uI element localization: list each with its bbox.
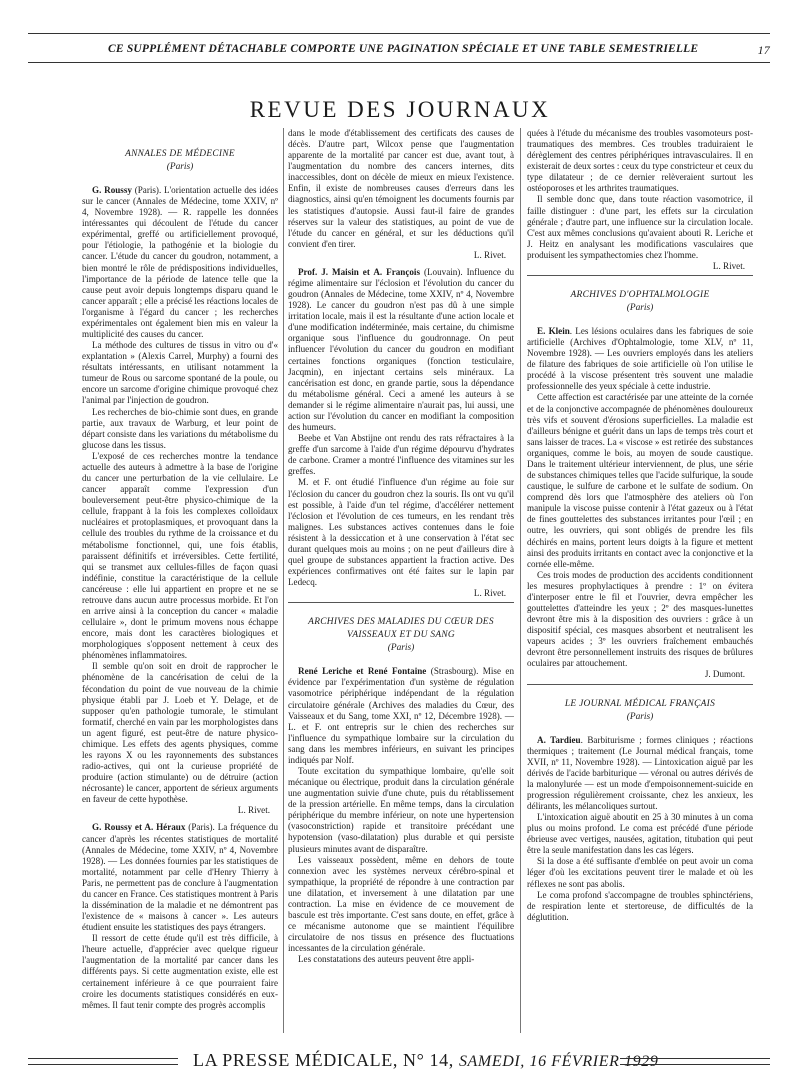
article-signature: L. Rivet.: [237, 805, 270, 816]
paragraph: Les recherches de bio-chimie sont dues, en grande partie, aux travaux de Warburg, et leur point de départ consiste dans les variations du métabolisme du glucose dans les tissus.: [82, 406, 278, 450]
paragraph: quées à l'étude du mécanisme des troubles vasomoteurs post-traumatiques des membres. Ces troubles traduiraient le dérèglement des centres périphériques intravasculaires. Il en existerait de deux sortes : ceux du type constricteur et ceux du type dilatateur ; de ce dernier relèveraient surtout les ostéoporoses et les arthrites traumatiques.: [527, 128, 753, 194]
paragraph: Beebe et Van Abstijne ont rendu des rats réfractaires à la greffe d'un sarcome à l'aide d'un régime dépourvu d'hydrates de carbone. Cramer a montré l'influence des vitamines sur les greffes.: [288, 433, 514, 477]
header-text: CE SUPPLÉMENT DÉTACHABLE COMPORTE UNE PAGINATION SPÉCIALE ET UNE TABLE SEMESTRIELLE: [108, 43, 699, 55]
section-city: (Paris): [387, 643, 415, 654]
footer-date: SAMEDI, 16 FÉVRIER 1929: [458, 1053, 659, 1070]
article-roussy-heraux: G. Roussy et A. Héraux (Paris). La fréquence du cancer d'après les récentes statistiques de mortalité (Annales de Médecine, tome XXIV, nº 4, Novembre 1928). — Les données fournies par les statistiques de mortalité, notamment par celle d'Henry Thierry à Paris, ne permettent pas de conclure à l'augmentation du cancer en France. Ces statistiques montrent à Paris la dissémination de la maladie et ne démontrent pas l'existence de « maisons à cancer ». Les auteurs étudient ensuite les statistiques des pays étrangers.: [82, 822, 278, 933]
section-title-annales: ANNALES DE MÉDECINE: [125, 149, 235, 159]
article-author: René Leriche et René Fontaine: [298, 666, 427, 677]
article-signature: L. Rivet.: [473, 249, 506, 260]
paragraph: La méthode des cultures de tissus in vitro ou d'« explantation » (Alexis Carrel, Murphy) a fourni des résultats intéressants, en utilisant notamment la tumeur de Rous ou sarcome spontané de la poule, ou encore un sarcome d'origine chimique provoqué chez l'animal par l'injection de goudron.: [82, 340, 278, 406]
column-divider-2: [520, 128, 521, 1033]
paragraph: Ces trois modes de production des accidents conditionnent les mesures prophylactiques à prendre : 1º on évitera d'interposer entre le fil et l'ouvrier, devra empêcher les gouttelettes d'atteindre les yeux ; 2º des masques-lunettes devront être mis à la disposition des ouvriers : grâce à un dispositif spécial, ces masques absorbent et neutralisent les vapeurs acides ; 3º les ouvriers fraîchement embauchés devront être personnellement instruits des risques de brûlures oculaires par attouchement.: [527, 569, 753, 669]
article-roussy-1: G. Roussy (Paris). L'orientation actuelle des idées sur le cancer (Annales de Médecine, tome XXIV, nº 4, Novembre 1928). — R. rappelle les données intéressantes qui découlent de l'étude du cancer expérimental, greffé ou artificiellement provoqué, pour l'étiologie, la pathogénie et la biologie du cancer. L'étude du cancer du goudron, notamment, a bien montré le rôle de prédispositions individuelles, l'importance de la période de latence telle que la cause peut avoir depuis longtemps disparu quand le cancer apparaît ; elle a précisé les réactions locales de l'organisme à l'égard du cancer ; les recherches expérimentales ont également bien mis en valeur la multiplicité des causes du cancer.: [82, 185, 278, 340]
paragraph: Il ressort de cette étude qu'il est très difficile, à l'heure actuelle, d'apprécier avec quelque rigueur l'augmentation de la mortalité par cancer dans les différents pays. Si cette augmentation existe, elle est certainement inférieure à ce que pourraient faire croire les documents statistiques considérés en eux-mêmes. Il faut tenir compte des progrès accomplis: [82, 933, 278, 1010]
paragraph: Cette affection est caractérisée par une atteinte de la cornée et de la conjonctive accompagnée de phénomènes douloureux très vifs et souvent d'érosions superficielles. La maladie est d'ailleurs bénigne et guérit dans un laps de temps très court et sans laisser de traces. La « viscose » est retirée des substances organiques, comme le bois, au moyen de soude caustique. Dans le traitement ultérieur interviennent, de plus, une série de substances chimiques telles que l'acide sulfurique, la soude caustique, le sulfure de carbone et le sulfate de sodium. On comprend dès lors que l'atmosphère des ateliers où l'on manipule la viscose puisse contenir à l'état gazeux ou à l'état de fines gouttelettes des substances irritantes pour l'œil ; en outre, les ouvriers, qui sont obligés de prendre les fils déchirés en mains, portent leurs doigts à la figure et mettent ainsi des produits irritants en contact avec la conjonctive et la cornée elle-même.: [527, 392, 753, 569]
article-author: G. Roussy: [92, 185, 132, 195]
footer-journal: LA PRESSE MÉDICALE, N° 14,: [193, 1050, 454, 1070]
section-title-ophtalmologie: ARCHIVES D'OPHTALMOLOGIE: [570, 290, 710, 301]
paragraph: L'intoxication aiguë aboutit en 25 à 30 minutes à un coma plus ou moins profond. Le coma est précédé d'une période ébrieuse avec vertiges, nausées, agitation, titubation qui peut être la seule manifestation dans les cas légers.: [527, 812, 753, 856]
top-rule: [28, 33, 770, 34]
paragraph: L'exposé de ces recherches montre la tendance actuelle des auteurs à admettre à la base de l'origine du cancer une perturbation de la vie cellulaire. Le cancer apparaît comme l'expression d'un bouleversement peut-être physico-chimique de la cellule, frappant à la fois les complexes colloïdaux nucléaires et protoplasmiques, et provoquant dans la cellule des troubles du rythme de la croissance et du métabolisme fonctionnel, qui, une fois établis, paraissent définitifs et irréversibles. Cette fertilité, qui se transmet aux cellules-filles de façon quasi indéfinie, constitue la caractéristique de la cellule cancéreuse : elle lui appartient en propre et ne se retrouve dans aucun autre processus morbide. Et l'on en arrive ainsi à la conception du cancer « maladie cellulaire », dont le primum movens nous échappe encore, mais dont les caractères biologiques et morphologiques s'opposent nettement à ceux des phénomènes inflammatoires.: [82, 450, 278, 661]
paragraph: Les vaisseaux possèdent, même en dehors de toute connexion avec les systèmes nerveux cérébro-spinal et sympathique, la propriété de répondre à une contraction par une dilatation, et inversement à une dilatation par une contraction. La mise en évidence de ce mouvement de bascule est très importante. C'est sans doute, en effet, grâce à ce mécanisme autonome que se maintient l'équilibre circulatoire de nos tissus en présence des fluctuations incessantes de la circulation générale.: [288, 854, 514, 954]
paragraph: Les constatations des auteurs peuvent être appli-: [298, 954, 475, 965]
article-author: Prof. J. Maisin et A. François: [298, 266, 420, 277]
paragraph: Il semble donc que, dans toute réaction vasomotrice, il faille distinguer : d'une part, les effets sur la circulation générale ; d'autre part, une influence sur la circulation locale. C'est aux mêmes conclusions qu'avaient abouti R. Leriche et J. Heitz en analysant les modifications vasculaires que produisent les sympathectomies chez l'homme.: [527, 194, 753, 260]
article-signature: L. Rivet.: [712, 260, 745, 271]
article-author: A. Tardieu: [537, 734, 581, 745]
paragraph: M. et F. ont étudié l'influence d'un régime au foie sur l'éclosion du cancer du goudron chez la souris. Ils ont vu qu'il est possible, à l'aide d'un tel régime, d'accélérer nettement l'éclosion et l'évolution de ces tumeurs, en les rendant très malignes. Les substances actives contenues dans le foie résistent à la dessiccation et à une conservation à l'état sec durant quelques mois au moins ; on ne peut d'ailleurs dire à quel groupe de substances appartient la fraction active. Des expériences confirmatives ont été faites sur le lapin par Ledecq.: [288, 477, 514, 588]
section-rule: [527, 684, 753, 685]
section-city: (Paris): [166, 162, 194, 172]
page-footer: [28, 1050, 770, 1072]
article-author: G. Roussy et A. Héraux: [92, 822, 186, 833]
article-klein: E. Klein. Les lésions oculaires dans les fabriques de soie artificielle (Archives d'Ophtalmologie, tome XLV, nº 11, Novembre 1928). — Les ouvriers employés dans les ateliers de filature des fabriques de soie artificielle où l'on utilise le procédé à la viscose présentent très souvent une maladie professionnelle des yeux spéciale à cette industrie.: [527, 326, 753, 392]
article-maisin-francois: Prof. J. Maisin et A. François (Louvain). Influence du régime alimentaire sur l'éclosion et l'évolution du cancer du goudron (Annales de Médecine, tome XXIV, nº 4, Novembre 1928). Le cancer du goudron n'est pas dû à une simple irritation locale, mais il est la résultante d'une action locale et d'une modification indéterminée, mais certaine, du chimisme organique sous l'influence du goudronnage. On peut influencer l'évolution du cancer du goudron en modifiant certaines fonctions organiques (fonction testiculaire, Jacqmin), en injectant certains sels minéraux. La cancérisation est donc, en grande partie, sous la dépendance du métabolisme général. Ceci a amené les auteurs à se demander si le régime alimentaire n'aurait pas, lui aussi, une action sur l'évolution du cancer en modifiant la composition des humeurs.: [288, 266, 514, 433]
article-signature: L. Rivet.: [473, 588, 506, 599]
page-header: [28, 43, 770, 59]
header-rule: [28, 62, 770, 63]
section-rule: [527, 275, 753, 276]
footer-text: [193, 1050, 658, 1071]
column-1: [82, 128, 278, 1033]
article-leriche-fontaine: René Leriche et René Fontaine (Strasbourg). Mise en évidence par l'expérimentation d'un système de régulation vasomotrice périphérique indépendant de la régulation circulatoire générale (Archives des maladies du Cœur, des Vaisseaux et du Sang, tome XXI, nº 12, Décembre 1928). — L. et F. ont entrepris sur le chien des recherches sur l'influence du sympathique lombaire sur la circulation du sang dans les membres inférieurs, en suivant les principes indiqués par Nolf.: [288, 666, 514, 765]
section-title-journal-medical: LE JOURNAL MÉDICAL FRANÇAIS: [564, 698, 716, 709]
page-title: REVUE DES JOURNAUX: [249, 97, 551, 123]
section-city: (Paris): [626, 303, 654, 314]
paragraph: dans le mode d'établissement des certificats des causes de décès. D'autre part, Wilcox pense que l'augmentation apparente de la mortalité par cancer est due, avant tout, à l'augmentation du nombre des cancers internes, dits inaccessibles, dont on décèle de mieux en mieux l'existence. Enfin, il existe de nombreuses causes d'erreurs dans les diagnostics, ainsi qu'en témoignent les documents fournis par les statistiques d'autopsie. Aussi faut-il faire de grandes réserves sur la valeur des statistiques, au point de vue de l'étude du cancer en général, et sur les déductions qu'il convient d'en tirer.: [288, 128, 514, 249]
paragraph: Le coma profond s'accompagne de troubles sphinctériens, de respiration lente et stertoreuse, de difficultés de la déglutition.: [527, 889, 753, 922]
paragraph: Toute excitation du sympathique lombaire, qu'elle soit mécanique ou électrique, produit dans la circulation générale une augmentation suivie d'une chute, puis du rétablissement de la pression artérielle. En même temps, dans la circulation périphérique du membre inférieur, on note une hypertension (vasoconstriction) rapide et transitoire précédant une hypotension (vaso-dilatation) plus durable et qui persiste plusieurs minutes avant de disparaître.: [288, 765, 514, 854]
paragraph: Il semble qu'on soit en droit de rapprocher le phénomène de la cancérisation de celui de la fécondation du point de vue nouveau de la chimie physique établi par J. Loeb et Y. Delage, et de supposer qu'en pathologie tumorale, le stimulant formatif, cherché en vain par les morphologistes dans un agent figuré, est peut-être de nature physico-chimique. Les effets des agents physiques, comme les rayons X ou les rayonnements des substances radio-actives, qui ont la curieuse propriété de produire (action stimulante) ou de détruire (action nécrosante) le cancer, apportent de sérieux arguments en faveur de cette hypothèse.: [82, 661, 278, 805]
column-2: [288, 128, 514, 1033]
page-number: 17: [757, 43, 770, 57]
article-signature: J. Dumont.: [704, 669, 745, 680]
paragraph: Si la dose a été suffisante d'emblée on peut avoir un coma léger d'où les excitations peuvent tirer le malade et où les réflexes ne sont pas abolis.: [527, 856, 753, 889]
column-3: [527, 128, 753, 1033]
footer-rule-right: [620, 1058, 770, 1065]
footer-rule-left: [28, 1058, 178, 1065]
article-author: E. Klein: [537, 326, 570, 337]
column-divider-1: [283, 128, 284, 1033]
section-rule: [288, 602, 514, 603]
article-tardieu: A. Tardieu. Barbiturisme ; formes cliniques ; réactions thermiques ; traitement (Le Journal médical français, tome XVII, nº 11, Novembre 1928). — Lintoxication aiguë par les dérivés de l'acide barbiturique — véronal ou autres dérivés de la malonylurée — est un mode d'empoisonnement-suicide en progression régulièrement croissante, chez les anxieux, les délirants, les mélancoliques surtout.: [527, 734, 753, 811]
section-title-archives-coeur: ARCHIVES DES MALADIES DU CŒUR DES VAISSEAUX ET DU SANG: [308, 617, 494, 641]
section-city: (Paris): [626, 711, 654, 722]
